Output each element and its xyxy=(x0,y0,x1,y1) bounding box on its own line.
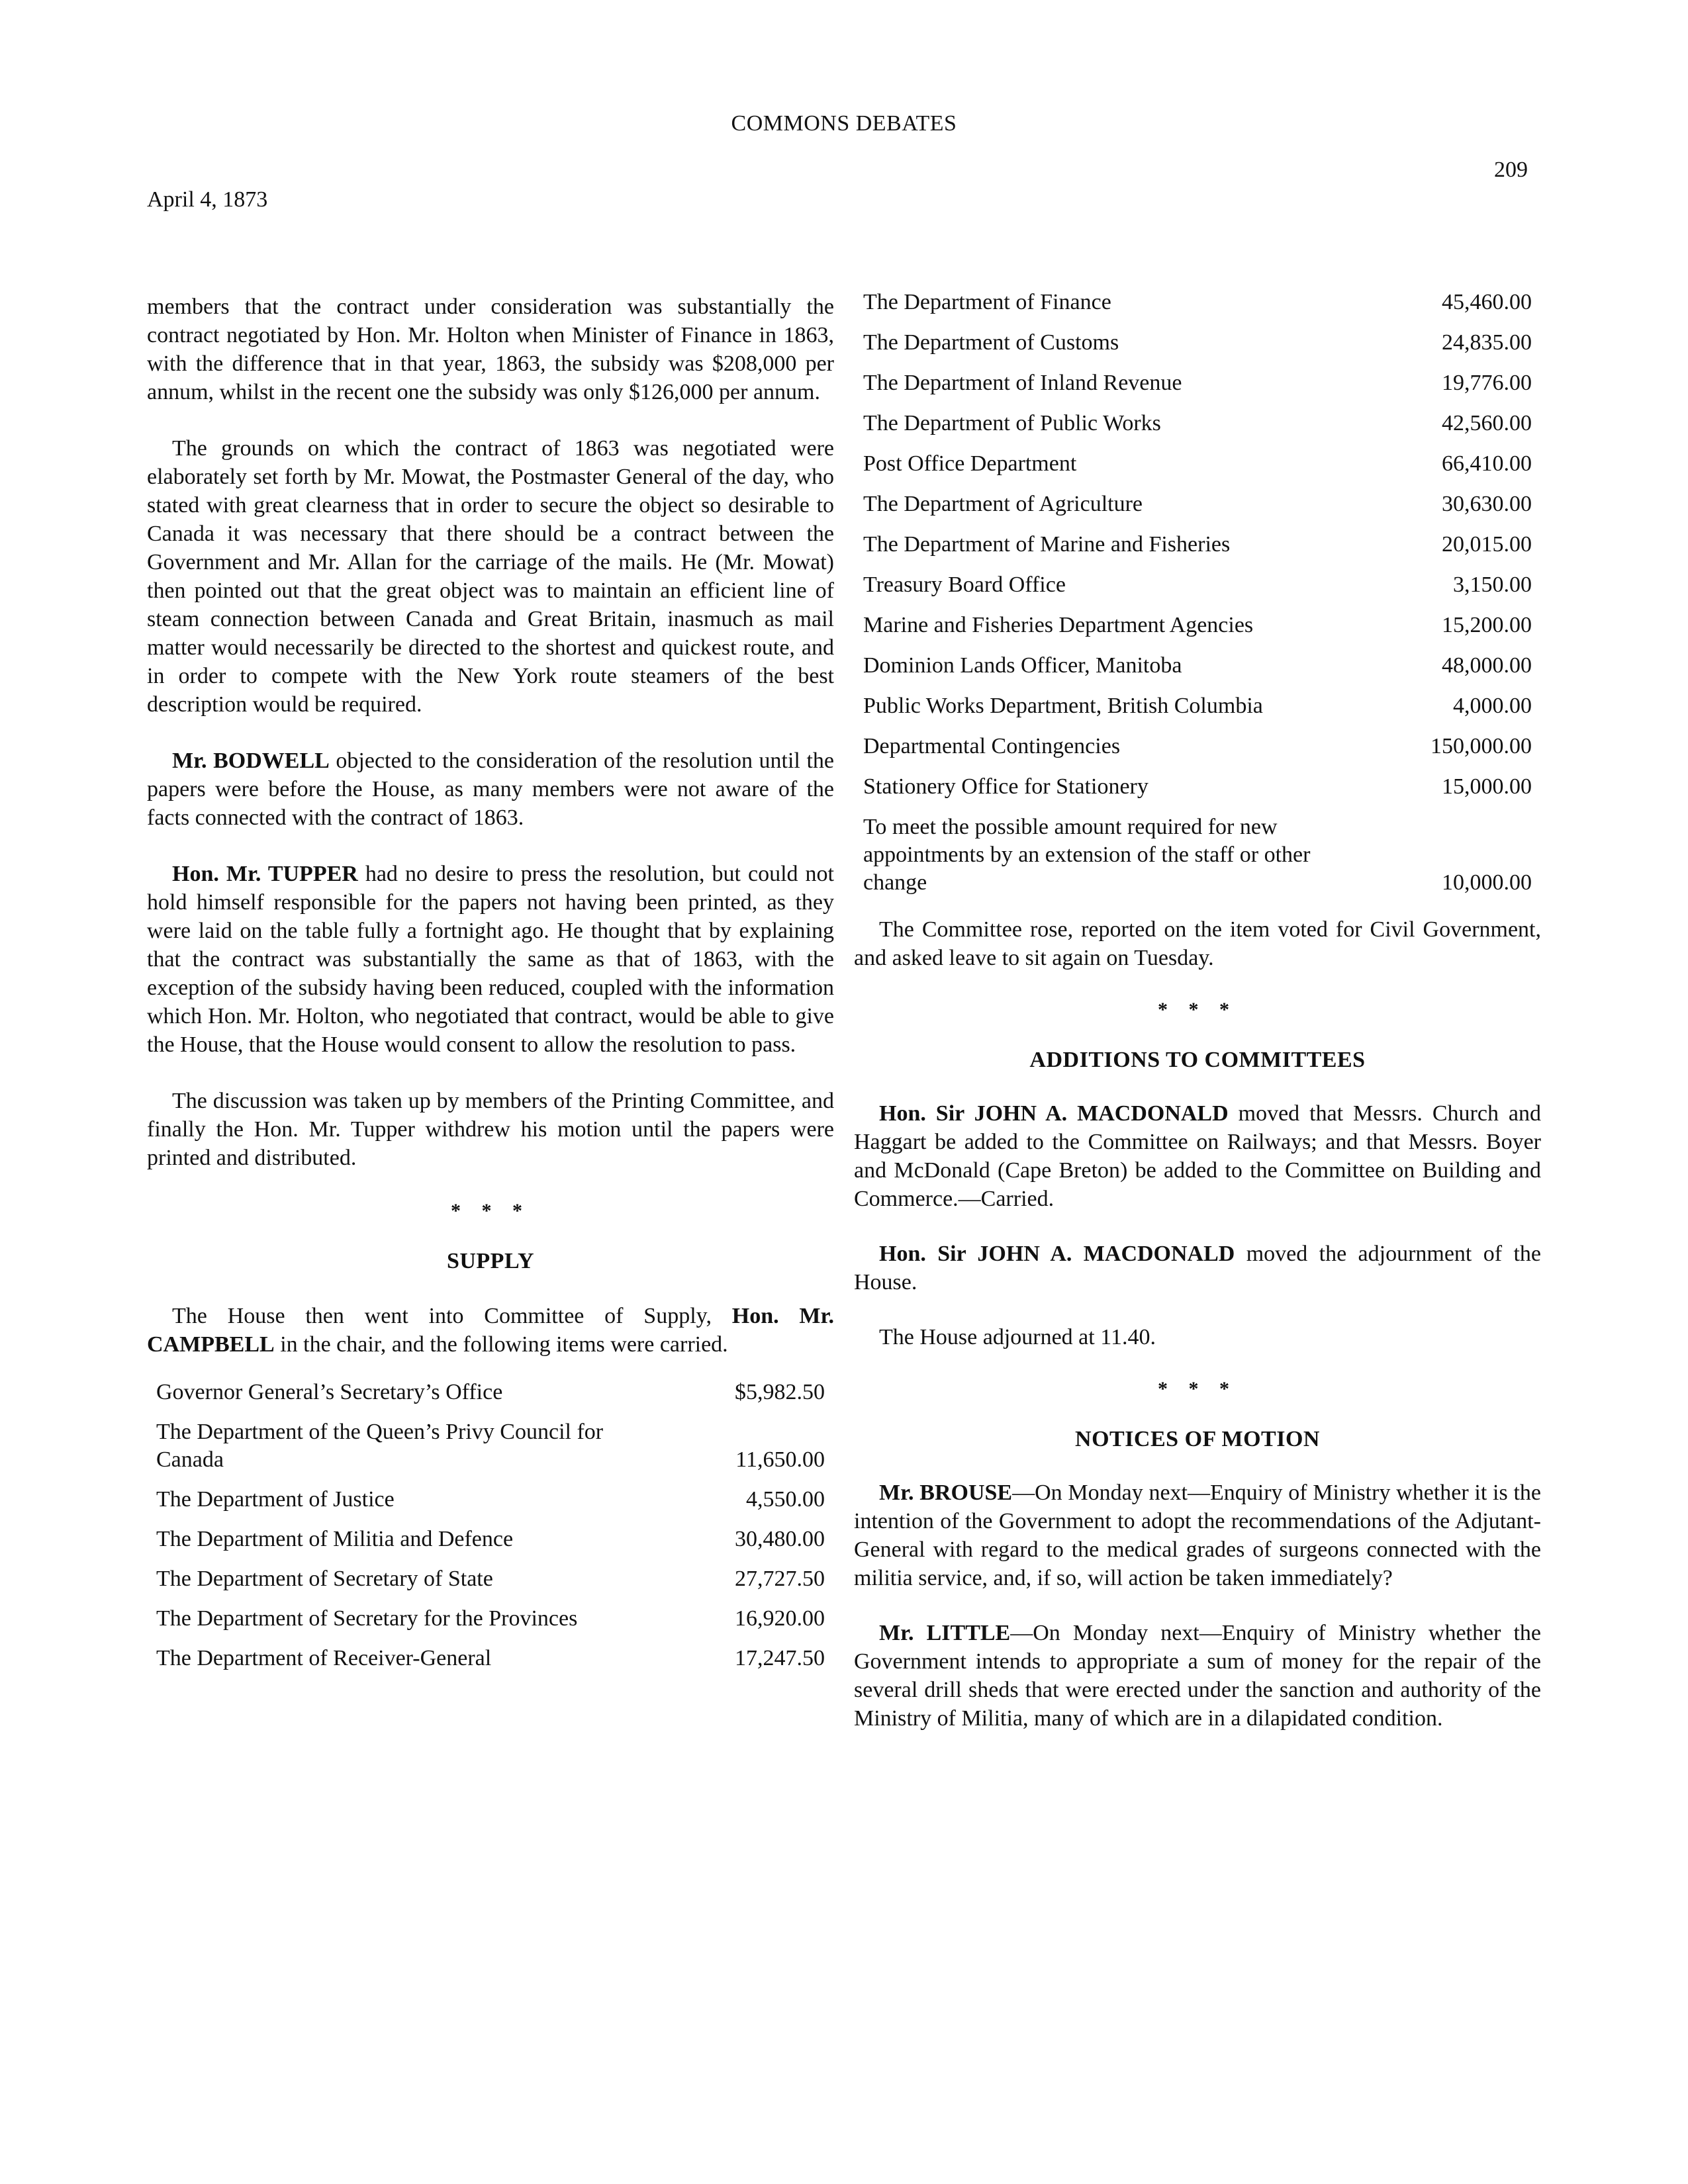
supply-item: The Department of Inland Revenue xyxy=(863,371,1182,395)
speaker-name: Hon. Mr. CAMPBELL xyxy=(147,1304,834,1357)
speech-text: moved the adjournment of the House. xyxy=(854,1242,1541,1295)
paragraph-adjournment-motion xyxy=(854,1240,1541,1297)
paragraph-house-adjourned: The House adjourned at 11.40. xyxy=(879,1325,1156,1349)
speaker-name: Hon. Sir JOHN A. MACDONALD xyxy=(879,1101,1229,1126)
supply-amount: 27,727.50 xyxy=(735,1567,825,1591)
supply-row xyxy=(854,813,1541,897)
supply-amount: 45,460.00 xyxy=(1442,290,1532,314)
supply-item: To meet the possible amount required for new appointments by an extension of the staff or other change xyxy=(863,815,1311,895)
supply-item: The Department of Agriculture xyxy=(863,492,1143,516)
supply-row xyxy=(147,1605,834,1633)
speech-text: —On Monday next—Enquiry of Ministry whether the Government intends to appropriate a sum of money for the repair of the several drill sheds that were erected under the sanction and authority of the Ministry of Militia, many of which are in a dilapidated condition. xyxy=(854,1621,1541,1731)
supply-amount: 10,000.00 xyxy=(1442,870,1532,895)
speaker-name: Hon. Sir JOHN A. MACDONALD xyxy=(879,1242,1235,1266)
supply-amount: 19,776.00 xyxy=(1442,371,1532,395)
section-separator: * * * xyxy=(451,1200,530,1222)
supply-table-right xyxy=(854,289,1541,897)
sitting-date: April 4, 1873 xyxy=(147,187,268,212)
supply-row xyxy=(854,773,1541,801)
supply-amount: 66,410.00 xyxy=(1442,451,1532,476)
paragraph-committee-rose: The Committee rose, reported on the item voted for Civil Government, and asked leave to sit again on Tuesday. xyxy=(854,917,1541,970)
paragraph-tupper xyxy=(147,860,834,1059)
supply-item: Post Office Department xyxy=(863,451,1077,476)
supply-amount: 15,000.00 xyxy=(1442,774,1532,799)
supply-amount: 24,835.00 xyxy=(1442,330,1532,355)
supply-row xyxy=(147,1486,834,1514)
speaker-name: TUPPER xyxy=(267,862,358,886)
running-head: COMMONS DEBATES xyxy=(731,111,957,136)
supply-item: The Department of Public Works xyxy=(863,411,1161,435)
supply-item: Dominion Lands Officer, Manitoba xyxy=(863,653,1182,678)
heading-notices-of-motion: NOTICES OF MOTION xyxy=(1075,1427,1320,1451)
paragraph-additions xyxy=(854,1099,1541,1213)
paragraph-mowat-grounds: The grounds on which the contract of 1863 was negotiated were elaborately set forth by Mr. Mowat, the Postmaster General of the day, who stated with great clearness that in order to secure the object so desirable to Canada it was necessary that there should be a contract between the Government and Mr. Allan for the carriage of the mails. He (Mr. Mowat) then pointed out that the great object was to maintain an efficient line of steam connection between Canada and Great Britain, inasmuch as mail matter would necessarily be directed to the shortest and quickest route, and in order to compete with the New York route steamers of the best description would be required. xyxy=(147,436,834,717)
speech-text: —On Monday next—Enquiry of Ministry whether it is the intention of the Government to adopt the recommendations of the Adjutant-General with regard to the medical grades of surgeons connected with the militia service, and, if so, will action be taken immediately? xyxy=(854,1480,1541,1590)
supply-row xyxy=(854,612,1541,639)
supply-row xyxy=(147,1645,834,1672)
supply-amount: $5,982.50 xyxy=(735,1380,825,1404)
section-separator: * * * xyxy=(1158,999,1237,1021)
page-number: 209 xyxy=(1494,158,1528,182)
supply-amount: 42,560.00 xyxy=(1442,411,1532,435)
speech-text: in the chair, and the following items were carried. xyxy=(274,1332,728,1357)
speaker-name: Mr. LITTLE xyxy=(879,1621,1011,1645)
supply-row xyxy=(854,652,1541,680)
supply-row xyxy=(854,571,1541,599)
supply-amount: 17,247.50 xyxy=(735,1646,825,1670)
supply-row xyxy=(147,1379,834,1406)
speaker-name: Mr. BODWELL xyxy=(172,749,330,773)
heading-additions-to-committees: ADDITIONS TO COMMITTEES xyxy=(1029,1048,1366,1072)
section-separator: * * * xyxy=(1158,1378,1237,1400)
supply-row xyxy=(147,1565,834,1593)
supply-item: Governor General’s Secretary’s Office xyxy=(156,1380,503,1404)
supply-amount: 4,000.00 xyxy=(1453,694,1532,718)
supply-item: The Department of Receiver-General xyxy=(156,1646,492,1670)
speech-text: moved that Messrs. Church and Haggart be added to the Committee on Railways; and that Messrs. Boyer and McDonald (Cape Breton) be added to the Committee on Building and Commerce.—Carried. xyxy=(854,1101,1541,1211)
supply-amount: 4,550.00 xyxy=(746,1487,825,1512)
supply-item: The Department of Secretary of State xyxy=(156,1567,493,1591)
supply-amount: 3,150.00 xyxy=(1453,572,1532,597)
supply-amount: 30,630.00 xyxy=(1442,492,1532,516)
speaker-title: Hon. Mr. xyxy=(172,862,268,886)
supply-amount: 150,000.00 xyxy=(1430,734,1532,758)
supply-item: The Department of Militia and Defence xyxy=(156,1527,514,1551)
left-column xyxy=(147,293,834,1672)
supply-item: Public Works Department, British Columbia xyxy=(863,694,1263,718)
supply-item: Treasury Board Office xyxy=(863,572,1066,597)
paragraph-little-notice xyxy=(854,1619,1541,1733)
supply-row xyxy=(854,733,1541,760)
supply-row xyxy=(854,329,1541,357)
supply-item: The Department of the Queen’s Privy Council for Canada xyxy=(156,1420,604,1472)
supply-row xyxy=(854,450,1541,478)
speech-text: The House then went into Committee of Supply, xyxy=(172,1304,732,1328)
supply-item: Stationery Office for Stationery xyxy=(863,774,1149,799)
supply-amount: 11,650.00 xyxy=(735,1447,825,1472)
heading-supply: SUPPLY xyxy=(446,1249,535,1273)
paragraph-supply-intro xyxy=(147,1302,834,1359)
paragraph-contract-1863: members that the contract under consideration was substantially the contract negotiated by Hon. Mr. Holton when Minister of Finance in 1863, with the difference that in that year, 1863, the subsidy was $208,000 per annum, whilst in the recent one the subsidy was only $126,000 per annum. xyxy=(147,295,834,404)
supply-row xyxy=(854,410,1541,437)
supply-item: The Department of Marine and Fisheries xyxy=(863,532,1231,557)
supply-row xyxy=(854,490,1541,518)
paragraph-brouse-notice xyxy=(854,1479,1541,1592)
supply-item: The Department of Customs xyxy=(863,330,1119,355)
supply-row xyxy=(854,289,1541,316)
speech-text: had no desire to press the resolution, but could not hold himself responsible for the papers not having been printed, as they were laid on the table fully a fortnight ago. He thought that by explaining that the contract was substantially the same as that of 1863, with the exception of the subsidy having been reduced, coupled with the information which Hon. Mr. Holton, who negotiated that contract, would be able to give the House, that the House would consent to allow the resolution to pass. xyxy=(147,862,834,1057)
supply-amount: 20,015.00 xyxy=(1442,532,1532,557)
supply-item: Departmental Contingencies xyxy=(863,734,1121,758)
supply-row xyxy=(854,531,1541,559)
supply-row xyxy=(854,369,1541,397)
supply-row xyxy=(147,1525,834,1553)
supply-amount: 15,200.00 xyxy=(1442,613,1532,637)
supply-amount: 48,000.00 xyxy=(1442,653,1532,678)
supply-item: The Department of Finance xyxy=(863,290,1111,314)
speech-text: objected to the consideration of the resolution until the papers were before the House, as many members were not aware of the facts connected with the contract of 1863. xyxy=(147,749,834,830)
paragraph-bodwell xyxy=(147,747,834,832)
supply-row xyxy=(147,1418,834,1474)
supply-item: The Department of Secretary for the Provinces xyxy=(156,1606,578,1631)
supply-table-left xyxy=(147,1379,834,1672)
supply-row xyxy=(854,692,1541,720)
supply-amount: 16,920.00 xyxy=(735,1606,825,1631)
supply-amount: 30,480.00 xyxy=(735,1527,825,1551)
speaker-name: Mr. BROUSE xyxy=(879,1480,1013,1505)
supply-item: Marine and Fisheries Department Agencies xyxy=(863,613,1254,637)
paragraph-printing-committee: The discussion was taken up by members of the Printing Committee, and finally the Hon. Mr. Tupper withdrew his motion until the papers were printed and distributed. xyxy=(147,1089,834,1170)
right-column xyxy=(854,290,1541,1733)
supply-item: The Department of Justice xyxy=(156,1487,395,1512)
